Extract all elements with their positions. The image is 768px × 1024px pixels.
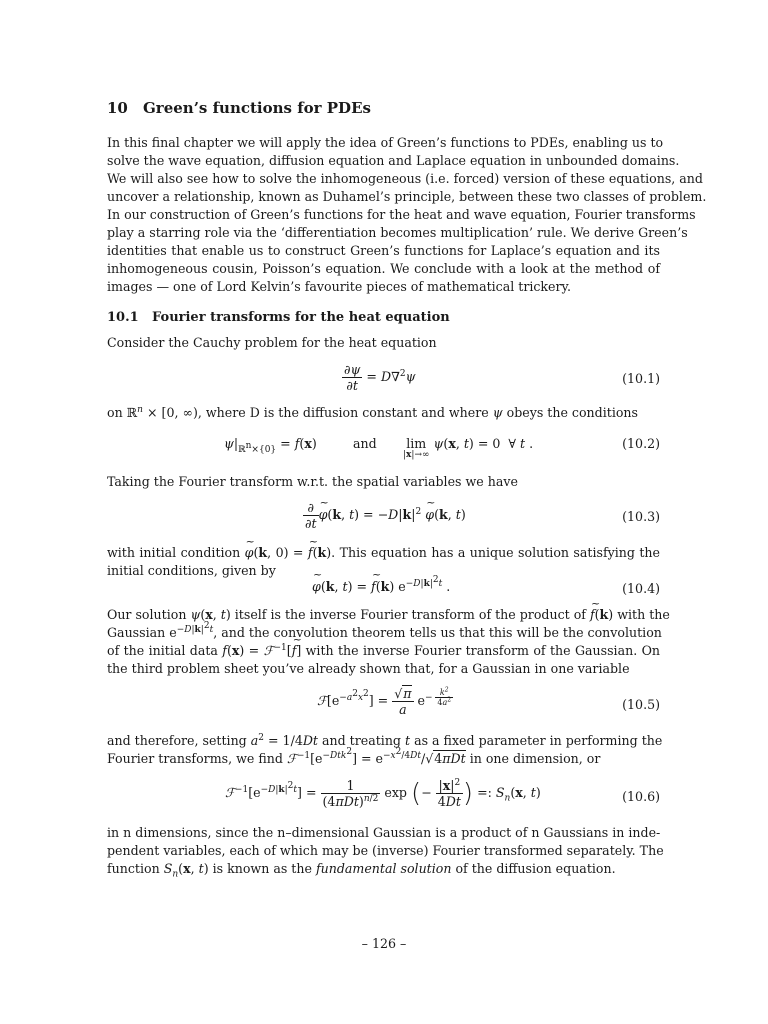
equation-10-6: $ℱ^{-1}[e^{-D|k|^2t}]$ = $\frac{1}{(4\pi Dt)^{n/2}}$ exp (− $\frac{|x|^2}{4Dt}$ ) =: $S_n(x$, t) (10.6) [225,777,660,809]
page-number: – 126 – [361,936,407,951]
equation-label: (10.3) [622,509,660,524]
paragraph-n-dimensions: in n dimensions, since the n–dimensional Gaussian is a product of n Gaussians in inde- pendent variables, each of which may be (inverse) Fourier transformed separately. The function $S_n(x$, t) is known as the fundamental solution of the diffusion equation. [107,825,664,880]
text-line: on ℝ$^n$ × [0, ∞), where D is the diffusion constant and where ψ obeys the conditions [107,404,638,420]
equation-label: (10.4) [622,581,660,596]
text-line: Consider the Cauchy problem for the heat equation [107,335,437,350]
text-line: solve the wave equation, diffusion equation and Laplace equation in unbounded domains. [107,153,680,168]
text-line: inhomogeneous cousin, Poisson’s equation. We conclude with a look at the method of [107,261,660,276]
equation-10-1: $\frac{\partial\psi}{\partial t}$ = D∇$^2$ψ (10.1) [344,362,660,393]
equation-10-4: ~ φ(k, t) = ~ f(k) $e^{-D|k|^2t}$ . (10.4) [107,579,660,619]
text-line: images — one of Lord Kelvin’s favourite pieces of mathematical trickery. [107,279,571,294]
chapter-title: Green’s functions for PDEs [143,99,371,117]
text-line: uncover a relationship, known as Duhamel’s principle, between these two classes of problem. [107,189,707,204]
equation-10-3: $\frac{\partial}{\partial t}$ ~ φ(k, $t) = -D|k|^2$ ~ φ(k, t) (10.3) [107,500,660,540]
paragraph-therefore: and therefore, setting $a^2 = 1/4Dt$ and treating t as a fixed parameter in performing the Fourier transforms, we find $ℱ^{-1}[e^{-Dtk^2}] = e^{-x^2/4Dt}/√4\pi Dt$ in one dimension, or [107,732,663,766]
equation-10-5: $ℱ[e^{-a^2x^2}]$ = $\frac{√\pi}{a}$ $e^{- \frac{k^2}{4a^2}}$ (10.5) [317,686,660,717]
text-line: play a starring role via the ‘differentiation becomes multiplication’ rule. We derive Green’s [107,225,688,240]
equation-label: (10.6) [622,789,660,804]
text-line: We will also see how to solve the inhomogeneous (i.e. forced) version of these equations, and [107,171,703,186]
text-line: identities that enable us to construct Green’s functions for Laplace’s equation and its [107,243,660,258]
section-title: Fourier transforms for the heat equation [152,310,450,325]
section-heading [107,310,450,325]
text-line: In this final chapter we will apply the idea of Green’s functions to PDEs, enabling us to [107,135,664,150]
paragraph-initial-condition: with initial condition ~ φ(k, 0) = ~ f(k). This equation has a unique solution satisfying the initial conditions, given by [107,544,660,580]
chapter-number: 10 [107,99,128,117]
section-number: 10.1 [107,310,139,325]
and-word: and [353,436,377,451]
equation-label: (10.5) [622,697,660,712]
chapter-heading [107,99,371,117]
equation-10-2: $\psi|_{ℝ^n\times\{0\}} = f(x)$ and lim |x|→∞ ψ(x, t) = 0 ∀ t . (10.2) [224,436,660,460]
text-line: In our construction of Green’s functions for the heat and wave equation, Fourier transforms [107,207,696,222]
equation-label: (10.2) [622,436,660,451]
paragraph-solution: Our solution ψ(x, t) itself is the inverse Fourier transform of the product of ~ f(k) with the Gaussian $e^{-D|k|^2t}$, and the convolution theorem tells us that this will be the convolution of the initial data f(x) = ℱ$^{-1}$[~ f] with the inverse Fourier transform of the Gaussian. On the third problem sheet you’ve already shown that, for a Gaussian in one variable [107,606,660,678]
equation-label: (10.1) [622,371,660,386]
text-line: Taking the Fourier transform w.r.t. the spatial variables we have [107,474,518,489]
intro-paragraph [107,134,707,296]
